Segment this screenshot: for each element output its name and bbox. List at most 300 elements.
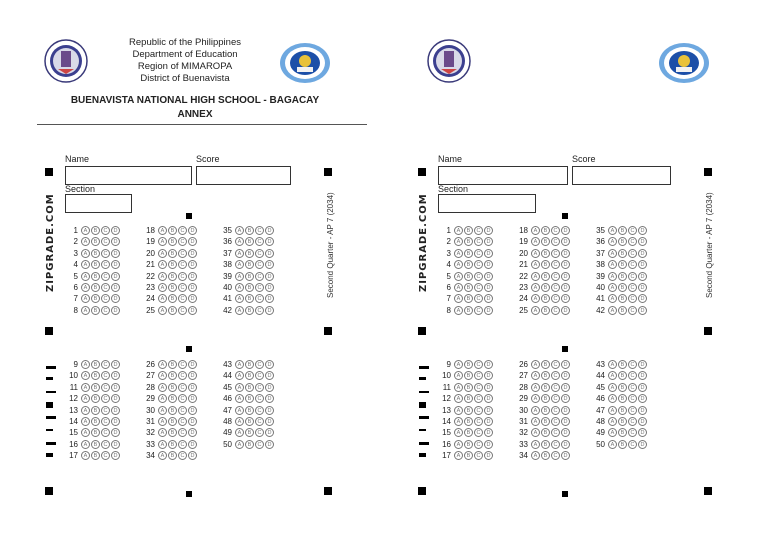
answer-bubble-a[interactable]: A — [158, 440, 167, 449]
answer-bubble-b[interactable]: B — [618, 440, 627, 449]
answer-bubble-c[interactable]: C — [101, 294, 110, 303]
answer-bubble-d[interactable]: D — [561, 237, 570, 246]
answer-bubble-c[interactable]: C — [101, 406, 110, 415]
answer-bubble-d[interactable]: D — [265, 406, 274, 415]
answer-bubble-b[interactable]: B — [91, 406, 100, 415]
answer-bubble-a[interactable]: A — [608, 306, 617, 315]
answer-bubble-c[interactable]: C — [474, 383, 483, 392]
answer-bubble-b[interactable]: B — [464, 237, 473, 246]
answer-bubble-b[interactable]: B — [168, 237, 177, 246]
answer-bubble-a[interactable]: A — [608, 440, 617, 449]
answer-bubble-a[interactable]: A — [158, 360, 167, 369]
answer-bubble-d[interactable]: D — [484, 451, 493, 460]
answer-bubble-a[interactable]: A — [531, 360, 540, 369]
answer-bubble-d[interactable]: D — [111, 260, 120, 269]
answer-bubble-b[interactable]: B — [168, 306, 177, 315]
answer-bubble-a[interactable]: A — [235, 406, 244, 415]
answer-bubble-c[interactable]: C — [101, 440, 110, 449]
answer-bubble-a[interactable]: A — [81, 371, 90, 380]
answer-bubble-c[interactable]: C — [628, 440, 637, 449]
answer-bubble-c[interactable]: C — [178, 417, 187, 426]
answer-bubble-a[interactable]: A — [81, 306, 90, 315]
answer-bubble-b[interactable]: B — [541, 428, 550, 437]
answer-bubble-c[interactable]: C — [255, 394, 264, 403]
answer-bubble-d[interactable]: D — [561, 406, 570, 415]
answer-bubble-c[interactable]: C — [178, 306, 187, 315]
answer-bubble-c[interactable]: C — [474, 226, 483, 235]
answer-bubble-b[interactable]: B — [168, 360, 177, 369]
answer-bubble-a[interactable]: A — [158, 272, 167, 281]
answer-bubble-d[interactable]: D — [111, 451, 120, 460]
answer-bubble-b[interactable]: B — [91, 260, 100, 269]
answer-bubble-d[interactable]: D — [265, 237, 274, 246]
answer-bubble-b[interactable]: B — [168, 451, 177, 460]
answer-bubble-c[interactable]: C — [178, 260, 187, 269]
answer-bubble-d[interactable]: D — [188, 394, 197, 403]
answer-bubble-a[interactable]: A — [81, 226, 90, 235]
answer-bubble-d[interactable]: D — [484, 272, 493, 281]
answer-bubble-d[interactable]: D — [265, 272, 274, 281]
answer-bubble-b[interactable]: B — [91, 226, 100, 235]
answer-bubble-d[interactable]: D — [638, 360, 647, 369]
answer-bubble-c[interactable]: C — [101, 226, 110, 235]
answer-bubble-b[interactable]: B — [91, 428, 100, 437]
answer-bubble-d[interactable]: D — [561, 260, 570, 269]
answer-bubble-b[interactable]: B — [91, 451, 100, 460]
answer-bubble-c[interactable]: C — [101, 417, 110, 426]
answer-bubble-d[interactable]: D — [638, 371, 647, 380]
answer-bubble-d[interactable]: D — [265, 260, 274, 269]
answer-bubble-a[interactable]: A — [454, 294, 463, 303]
answer-bubble-a[interactable]: A — [235, 360, 244, 369]
answer-bubble-c[interactable]: C — [551, 272, 560, 281]
answer-bubble-d[interactable]: D — [638, 406, 647, 415]
answer-bubble-d[interactable]: D — [188, 237, 197, 246]
answer-bubble-b[interactable]: B — [464, 417, 473, 426]
answer-bubble-d[interactable]: D — [484, 394, 493, 403]
answer-bubble-c[interactable]: C — [178, 394, 187, 403]
answer-bubble-a[interactable]: A — [81, 260, 90, 269]
answer-bubble-d[interactable]: D — [561, 383, 570, 392]
answer-bubble-a[interactable]: A — [81, 383, 90, 392]
answer-bubble-b[interactable]: B — [168, 406, 177, 415]
answer-bubble-a[interactable]: A — [454, 283, 463, 292]
answer-bubble-b[interactable]: B — [245, 249, 254, 258]
answer-bubble-d[interactable]: D — [188, 360, 197, 369]
answer-bubble-d[interactable]: D — [561, 428, 570, 437]
answer-bubble-d[interactable]: D — [265, 283, 274, 292]
answer-bubble-b[interactable]: B — [618, 294, 627, 303]
answer-bubble-a[interactable]: A — [81, 360, 90, 369]
answer-bubble-a[interactable]: A — [531, 371, 540, 380]
answer-bubble-a[interactable]: A — [608, 283, 617, 292]
answer-bubble-b[interactable]: B — [541, 394, 550, 403]
answer-bubble-d[interactable]: D — [265, 383, 274, 392]
answer-bubble-c[interactable]: C — [628, 406, 637, 415]
answer-bubble-c[interactable]: C — [551, 294, 560, 303]
answer-bubble-b[interactable]: B — [464, 406, 473, 415]
answer-bubble-c[interactable]: C — [628, 360, 637, 369]
answer-bubble-c[interactable]: C — [474, 451, 483, 460]
answer-bubble-d[interactable]: D — [484, 260, 493, 269]
answer-bubble-b[interactable]: B — [168, 260, 177, 269]
answer-bubble-c[interactable]: C — [255, 360, 264, 369]
answer-bubble-c[interactable]: C — [474, 249, 483, 258]
answer-bubble-d[interactable]: D — [188, 260, 197, 269]
section-field[interactable] — [438, 194, 536, 213]
answer-bubble-c[interactable]: C — [474, 294, 483, 303]
answer-bubble-a[interactable]: A — [158, 260, 167, 269]
answer-bubble-c[interactable]: C — [255, 226, 264, 235]
answer-bubble-b[interactable]: B — [245, 383, 254, 392]
answer-bubble-c[interactable]: C — [101, 272, 110, 281]
answer-bubble-d[interactable]: D — [484, 237, 493, 246]
answer-bubble-a[interactable]: A — [531, 283, 540, 292]
answer-bubble-d[interactable]: D — [111, 226, 120, 235]
answer-bubble-d[interactable]: D — [638, 428, 647, 437]
answer-bubble-a[interactable]: A — [235, 260, 244, 269]
answer-bubble-b[interactable]: B — [464, 283, 473, 292]
answer-bubble-c[interactable]: C — [551, 371, 560, 380]
answer-bubble-b[interactable]: B — [541, 360, 550, 369]
answer-bubble-b[interactable]: B — [618, 283, 627, 292]
answer-bubble-c[interactable]: C — [551, 360, 560, 369]
answer-bubble-c[interactable]: C — [101, 394, 110, 403]
section-field[interactable] — [65, 194, 132, 213]
answer-bubble-d[interactable]: D — [561, 272, 570, 281]
answer-bubble-d[interactable]: D — [561, 451, 570, 460]
answer-bubble-a[interactable]: A — [454, 440, 463, 449]
answer-bubble-c[interactable]: C — [255, 406, 264, 415]
answer-bubble-c[interactable]: C — [178, 451, 187, 460]
answer-bubble-a[interactable]: A — [158, 394, 167, 403]
answer-bubble-a[interactable]: A — [81, 440, 90, 449]
answer-bubble-d[interactable]: D — [111, 294, 120, 303]
answer-bubble-d[interactable]: D — [484, 371, 493, 380]
answer-bubble-a[interactable]: A — [158, 237, 167, 246]
answer-bubble-a[interactable]: A — [158, 283, 167, 292]
answer-bubble-d[interactable]: D — [188, 406, 197, 415]
answer-bubble-c[interactable]: C — [101, 260, 110, 269]
answer-bubble-c[interactable]: C — [101, 306, 110, 315]
answer-bubble-d[interactable]: D — [265, 394, 274, 403]
answer-bubble-d[interactable]: D — [561, 306, 570, 315]
answer-bubble-a[interactable]: A — [158, 371, 167, 380]
answer-bubble-b[interactable]: B — [541, 294, 550, 303]
answer-bubble-a[interactable]: A — [158, 306, 167, 315]
answer-bubble-d[interactable]: D — [111, 272, 120, 281]
answer-bubble-c[interactable]: C — [178, 440, 187, 449]
answer-bubble-c[interactable]: C — [551, 406, 560, 415]
answer-bubble-b[interactable]: B — [618, 428, 627, 437]
answer-bubble-b[interactable]: B — [168, 371, 177, 380]
answer-bubble-a[interactable]: A — [531, 272, 540, 281]
answer-bubble-c[interactable]: C — [255, 272, 264, 281]
answer-bubble-a[interactable]: A — [531, 237, 540, 246]
answer-bubble-d[interactable]: D — [265, 371, 274, 380]
answer-bubble-c[interactable]: C — [551, 417, 560, 426]
answer-bubble-b[interactable]: B — [91, 440, 100, 449]
answer-bubble-a[interactable]: A — [608, 294, 617, 303]
answer-bubble-c[interactable]: C — [628, 417, 637, 426]
answer-bubble-b[interactable]: B — [618, 417, 627, 426]
answer-bubble-b[interactable]: B — [541, 451, 550, 460]
answer-bubble-b[interactable]: B — [464, 272, 473, 281]
answer-bubble-b[interactable]: B — [245, 428, 254, 437]
answer-bubble-c[interactable]: C — [628, 371, 637, 380]
answer-bubble-d[interactable]: D — [265, 249, 274, 258]
answer-bubble-d[interactable]: D — [561, 417, 570, 426]
answer-bubble-d[interactable]: D — [188, 272, 197, 281]
answer-bubble-b[interactable]: B — [464, 394, 473, 403]
answer-bubble-d[interactable]: D — [188, 428, 197, 437]
answer-bubble-a[interactable]: A — [608, 383, 617, 392]
answer-bubble-b[interactable]: B — [168, 249, 177, 258]
answer-bubble-a[interactable]: A — [235, 226, 244, 235]
answer-bubble-a[interactable]: A — [158, 249, 167, 258]
score-field[interactable] — [572, 166, 671, 185]
answer-bubble-d[interactable]: D — [484, 383, 493, 392]
answer-bubble-c[interactable]: C — [255, 294, 264, 303]
answer-bubble-a[interactable]: A — [531, 306, 540, 315]
answer-bubble-b[interactable]: B — [618, 237, 627, 246]
answer-bubble-c[interactable]: C — [551, 451, 560, 460]
answer-bubble-c[interactable]: C — [474, 440, 483, 449]
answer-bubble-b[interactable]: B — [168, 440, 177, 449]
answer-bubble-c[interactable]: C — [628, 428, 637, 437]
answer-bubble-d[interactable]: D — [265, 440, 274, 449]
answer-bubble-c[interactable]: C — [255, 249, 264, 258]
answer-bubble-b[interactable]: B — [245, 260, 254, 269]
answer-bubble-c[interactable]: C — [178, 406, 187, 415]
answer-bubble-d[interactable]: D — [265, 360, 274, 369]
answer-bubble-d[interactable]: D — [188, 306, 197, 315]
answer-bubble-b[interactable]: B — [91, 383, 100, 392]
answer-bubble-c[interactable]: C — [178, 272, 187, 281]
answer-bubble-b[interactable]: B — [245, 406, 254, 415]
answer-bubble-b[interactable]: B — [168, 294, 177, 303]
answer-bubble-b[interactable]: B — [541, 272, 550, 281]
answer-bubble-a[interactable]: A — [235, 417, 244, 426]
answer-bubble-a[interactable]: A — [158, 451, 167, 460]
answer-bubble-c[interactable]: C — [474, 237, 483, 246]
answer-bubble-a[interactable]: A — [454, 237, 463, 246]
answer-bubble-a[interactable]: A — [158, 417, 167, 426]
answer-bubble-c[interactable]: C — [551, 428, 560, 437]
answer-bubble-b[interactable]: B — [541, 306, 550, 315]
answer-bubble-d[interactable]: D — [188, 283, 197, 292]
score-field[interactable] — [196, 166, 291, 185]
answer-bubble-a[interactable]: A — [158, 294, 167, 303]
answer-bubble-b[interactable]: B — [168, 417, 177, 426]
answer-bubble-d[interactable]: D — [561, 440, 570, 449]
answer-bubble-a[interactable]: A — [608, 394, 617, 403]
answer-bubble-c[interactable]: C — [178, 283, 187, 292]
answer-bubble-b[interactable]: B — [618, 360, 627, 369]
answer-bubble-c[interactable]: C — [551, 226, 560, 235]
answer-bubble-c[interactable]: C — [474, 394, 483, 403]
answer-bubble-b[interactable]: B — [91, 272, 100, 281]
answer-bubble-a[interactable]: A — [531, 428, 540, 437]
answer-bubble-a[interactable]: A — [454, 383, 463, 392]
answer-bubble-c[interactable]: C — [255, 428, 264, 437]
answer-bubble-d[interactable]: D — [188, 440, 197, 449]
answer-bubble-b[interactable]: B — [168, 272, 177, 281]
answer-bubble-c[interactable]: C — [628, 294, 637, 303]
answer-bubble-d[interactable]: D — [638, 237, 647, 246]
answer-bubble-b[interactable]: B — [245, 237, 254, 246]
answer-bubble-d[interactable]: D — [111, 383, 120, 392]
answer-bubble-d[interactable]: D — [265, 306, 274, 315]
answer-bubble-a[interactable]: A — [235, 237, 244, 246]
answer-bubble-b[interactable]: B — [618, 272, 627, 281]
answer-bubble-a[interactable]: A — [608, 260, 617, 269]
answer-bubble-d[interactable]: D — [111, 237, 120, 246]
answer-bubble-c[interactable]: C — [474, 417, 483, 426]
answer-bubble-d[interactable]: D — [484, 283, 493, 292]
answer-bubble-b[interactable]: B — [618, 394, 627, 403]
answer-bubble-d[interactable]: D — [111, 283, 120, 292]
answer-bubble-d[interactable]: D — [484, 306, 493, 315]
answer-bubble-b[interactable]: B — [245, 360, 254, 369]
answer-bubble-d[interactable]: D — [188, 451, 197, 460]
answer-bubble-b[interactable]: B — [245, 306, 254, 315]
answer-bubble-b[interactable]: B — [245, 226, 254, 235]
answer-bubble-c[interactable]: C — [474, 428, 483, 437]
answer-bubble-a[interactable]: A — [81, 294, 90, 303]
answer-bubble-c[interactable]: C — [628, 283, 637, 292]
answer-bubble-d[interactable]: D — [638, 283, 647, 292]
answer-bubble-b[interactable]: B — [91, 360, 100, 369]
answer-bubble-d[interactable]: D — [111, 371, 120, 380]
answer-bubble-c[interactable]: C — [178, 428, 187, 437]
answer-bubble-b[interactable]: B — [541, 249, 550, 258]
answer-bubble-a[interactable]: A — [454, 360, 463, 369]
answer-bubble-a[interactable]: A — [235, 440, 244, 449]
answer-bubble-b[interactable]: B — [91, 306, 100, 315]
answer-bubble-c[interactable]: C — [628, 383, 637, 392]
answer-bubble-d[interactable]: D — [188, 371, 197, 380]
answer-bubble-d[interactable]: D — [188, 226, 197, 235]
answer-bubble-c[interactable]: C — [101, 249, 110, 258]
answer-bubble-b[interactable]: B — [464, 451, 473, 460]
answer-bubble-a[interactable]: A — [608, 249, 617, 258]
answer-bubble-b[interactable]: B — [464, 249, 473, 258]
answer-bubble-d[interactable]: D — [111, 394, 120, 403]
answer-bubble-d[interactable]: D — [561, 226, 570, 235]
answer-bubble-c[interactable]: C — [628, 249, 637, 258]
answer-bubble-c[interactable]: C — [551, 306, 560, 315]
answer-bubble-c[interactable]: C — [551, 249, 560, 258]
answer-bubble-b[interactable]: B — [618, 226, 627, 235]
answer-bubble-d[interactable]: D — [484, 440, 493, 449]
answer-bubble-b[interactable]: B — [245, 272, 254, 281]
answer-bubble-d[interactable]: D — [111, 360, 120, 369]
answer-bubble-c[interactable]: C — [101, 283, 110, 292]
answer-bubble-d[interactable]: D — [111, 306, 120, 315]
answer-bubble-c[interactable]: C — [474, 360, 483, 369]
answer-bubble-d[interactable]: D — [638, 260, 647, 269]
answer-bubble-a[interactable]: A — [531, 226, 540, 235]
answer-bubble-c[interactable]: C — [101, 451, 110, 460]
answer-bubble-b[interactable]: B — [618, 249, 627, 258]
answer-bubble-b[interactable]: B — [245, 294, 254, 303]
answer-bubble-b[interactable]: B — [618, 383, 627, 392]
answer-bubble-d[interactable]: D — [638, 226, 647, 235]
answer-bubble-a[interactable]: A — [531, 383, 540, 392]
answer-bubble-b[interactable]: B — [541, 260, 550, 269]
answer-bubble-b[interactable]: B — [541, 440, 550, 449]
answer-bubble-c[interactable]: C — [255, 283, 264, 292]
answer-bubble-c[interactable]: C — [474, 371, 483, 380]
answer-bubble-a[interactable]: A — [235, 394, 244, 403]
answer-bubble-a[interactable]: A — [454, 306, 463, 315]
answer-bubble-a[interactable]: A — [454, 428, 463, 437]
answer-bubble-a[interactable]: A — [235, 272, 244, 281]
answer-bubble-b[interactable]: B — [91, 417, 100, 426]
answer-bubble-a[interactable]: A — [235, 249, 244, 258]
answer-bubble-a[interactable]: A — [531, 394, 540, 403]
answer-bubble-c[interactable]: C — [101, 371, 110, 380]
answer-bubble-c[interactable]: C — [628, 260, 637, 269]
answer-bubble-a[interactable]: A — [608, 406, 617, 415]
answer-bubble-c[interactable]: C — [551, 440, 560, 449]
answer-bubble-c[interactable]: C — [101, 360, 110, 369]
answer-bubble-b[interactable]: B — [541, 283, 550, 292]
answer-bubble-a[interactable]: A — [81, 451, 90, 460]
answer-bubble-a[interactable]: A — [454, 451, 463, 460]
answer-bubble-a[interactable]: A — [608, 371, 617, 380]
answer-bubble-c[interactable]: C — [474, 283, 483, 292]
answer-bubble-a[interactable]: A — [608, 237, 617, 246]
answer-bubble-c[interactable]: C — [101, 383, 110, 392]
answer-bubble-c[interactable]: C — [178, 371, 187, 380]
answer-bubble-a[interactable]: A — [608, 428, 617, 437]
answer-bubble-a[interactable]: A — [158, 383, 167, 392]
answer-bubble-b[interactable]: B — [464, 306, 473, 315]
answer-bubble-c[interactable]: C — [255, 417, 264, 426]
answer-bubble-b[interactable]: B — [541, 406, 550, 415]
answer-bubble-c[interactable]: C — [628, 237, 637, 246]
answer-bubble-a[interactable]: A — [531, 260, 540, 269]
answer-bubble-b[interactable]: B — [91, 394, 100, 403]
answer-bubble-a[interactable]: A — [454, 260, 463, 269]
answer-bubble-a[interactable]: A — [608, 226, 617, 235]
answer-bubble-b[interactable]: B — [618, 260, 627, 269]
answer-bubble-a[interactable]: A — [235, 383, 244, 392]
answer-bubble-d[interactable]: D — [188, 249, 197, 258]
answer-bubble-b[interactable]: B — [541, 237, 550, 246]
answer-bubble-b[interactable]: B — [464, 260, 473, 269]
answer-bubble-a[interactable]: A — [454, 394, 463, 403]
answer-bubble-a[interactable]: A — [235, 371, 244, 380]
answer-bubble-b[interactable]: B — [168, 394, 177, 403]
answer-bubble-d[interactable]: D — [111, 249, 120, 258]
answer-bubble-c[interactable]: C — [628, 394, 637, 403]
answer-bubble-d[interactable]: D — [561, 360, 570, 369]
answer-bubble-a[interactable]: A — [454, 417, 463, 426]
answer-bubble-c[interactable]: C — [628, 272, 637, 281]
answer-bubble-b[interactable]: B — [464, 440, 473, 449]
answer-bubble-b[interactable]: B — [464, 371, 473, 380]
answer-bubble-c[interactable]: C — [178, 237, 187, 246]
answer-bubble-a[interactable]: A — [454, 226, 463, 235]
answer-bubble-d[interactable]: D — [638, 417, 647, 426]
answer-bubble-b[interactable]: B — [245, 394, 254, 403]
answer-bubble-d[interactable]: D — [561, 283, 570, 292]
answer-bubble-a[interactable]: A — [531, 406, 540, 415]
answer-bubble-a[interactable]: A — [81, 249, 90, 258]
